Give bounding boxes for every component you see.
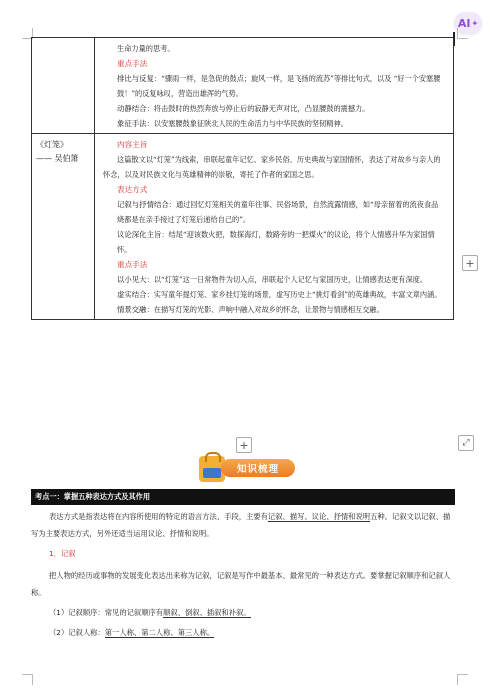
item-label: 象征手法 <box>117 119 147 128</box>
intro-text: 表达方式是指表达将在内容所使用的特定的语言方法、手段，主要有 <box>49 512 268 521</box>
section-heading-techniques: 重点手法 <box>117 59 148 68</box>
item-label: 以小见大 <box>117 275 147 284</box>
item-text: ：实写童年提灯笼、家乡挂灯笼的场景，虚写历史上“挑灯看剑”的英雄典故，丰富文章内涵。 <box>146 290 442 299</box>
title-cell-denglong <box>32 134 95 320</box>
section-heading-theme: 内容主旨 <box>117 140 148 149</box>
intro-text-end: 五种。记叙文以记叙、描写为主要表达方式，另外还适当运用议论、抒情和说明。 <box>31 512 451 538</box>
crop-mark-top-right <box>457 28 468 39</box>
content-cell-denglong <box>95 134 454 320</box>
sparkle-icon: ✦ <box>471 18 479 28</box>
item-label: 议论深化主旨 <box>117 230 162 239</box>
crop-mark-bottom-right <box>457 674 468 685</box>
add-column-button[interactable]: + <box>462 255 478 271</box>
table-resize-icon[interactable]: ⤢ <box>458 435 474 451</box>
banner-label: 知识梳理 <box>221 459 295 477</box>
item-label: 动静结合 <box>117 104 147 113</box>
order-value: 顺叙、倒叙、插叙和补叙。 <box>163 608 251 617</box>
continuation-text: 生命力量的思考。 <box>117 44 175 53</box>
item-paragraph <box>103 302 445 317</box>
narration-paragraph: 把人物的经历或事物的发展变化表达出来称为记叙，记叙是写作中最基本、最常见的一种表达方式。要掌握记叙顺序和记叙人称。 <box>31 571 451 597</box>
title-cell-empty <box>32 38 95 134</box>
literature-table <box>31 37 454 320</box>
narration-order-line <box>31 604 473 621</box>
intro-paragraph <box>31 508 455 542</box>
item-label: 记叙与抒情结合 <box>117 200 169 209</box>
item-text: ：“骤雨一样，是急促的鼓点；旋风一样，是飞扬的流苏”等排比句式，以及 “好一个安塞腰鼓！”的反复咏叹，营造出雄浑的气势。 <box>117 74 441 98</box>
add-row-button[interactable]: + <box>236 437 252 453</box>
person-value: 第一人称、第二人称、第三人称。 <box>104 628 215 637</box>
item-text: ：将击鼓时的热烈奔放与停止后的寂静无声对比，凸显腰鼓的震撼力。 <box>146 104 370 113</box>
item-paragraph <box>103 116 445 131</box>
ai-label: AI <box>457 16 471 30</box>
person-label: （2）记叙人称： <box>49 628 105 637</box>
order-label: （1）记叙顺序：常见的记叙顺序有 <box>49 608 164 617</box>
item-paragraph <box>103 272 445 287</box>
item-text: ：结尾“迎该数火把，数探海灯，数路旁的一把煤火”的议论，将个人情感升华为家国情怀。 <box>117 230 435 254</box>
section-heading-techniques: 重点手法 <box>117 260 148 269</box>
item-label: 情景交融 <box>117 305 147 314</box>
item-text: ：通过回忆灯笼相关的童年往事、民俗场景，自然流露情感，如“母亲留着的流夜食品烧都是在亲手接过了灯笼后递给自己的”。 <box>117 200 439 224</box>
table-row-ansai <box>32 38 454 134</box>
item-label: 排比与反复 <box>117 74 154 83</box>
item-text: ：以“灯笼”这一日常物件为切入点，串联起个人记忆与家国历史，让情感表达更有深度。 <box>146 275 428 284</box>
section-heading-expression: 表达方式 <box>117 185 148 194</box>
item-text: ：以安塞腰鼓象征陕北人民的生命活力与中华民族的坚韧精神。 <box>146 119 348 128</box>
expression-types: 记叙、描写、议论、抒情和说明 <box>267 512 371 521</box>
item-paragraph <box>103 287 445 302</box>
section-heading-bar: 考点一：掌握五种表达方式及其作用 <box>31 489 455 505</box>
crop-mark-bottom-left <box>22 674 33 685</box>
table-row-denglong <box>32 134 454 320</box>
item-paragraph <box>103 101 445 116</box>
item-paragraph <box>103 71 445 101</box>
knowledge-banner <box>199 456 299 480</box>
item-label: 虚实结合 <box>117 290 147 299</box>
work-title: 《灯笼》 <box>36 140 68 149</box>
section-narration-heading: 1．记叙 <box>49 549 76 558</box>
content-cell-ansai <box>95 38 454 134</box>
narration-person-line <box>31 624 473 641</box>
work-author: —— 吴伯箫 <box>36 154 79 163</box>
item-paragraph <box>103 227 445 257</box>
item-text: ：在描写灯笼的光影、声响中融入对故乡的怀念，让景物与情感相互交融。 <box>146 305 384 314</box>
item-paragraph <box>103 197 445 227</box>
theme-text: 这篇散文以“灯笼”为线索，串联起童年记忆、家乡民俗、历史典故与家国情怀，表达了对故乡与亲人的怀念，以及对民族文化与英雄精神的崇敬，寄托了作者的家国之思。 <box>103 155 441 179</box>
